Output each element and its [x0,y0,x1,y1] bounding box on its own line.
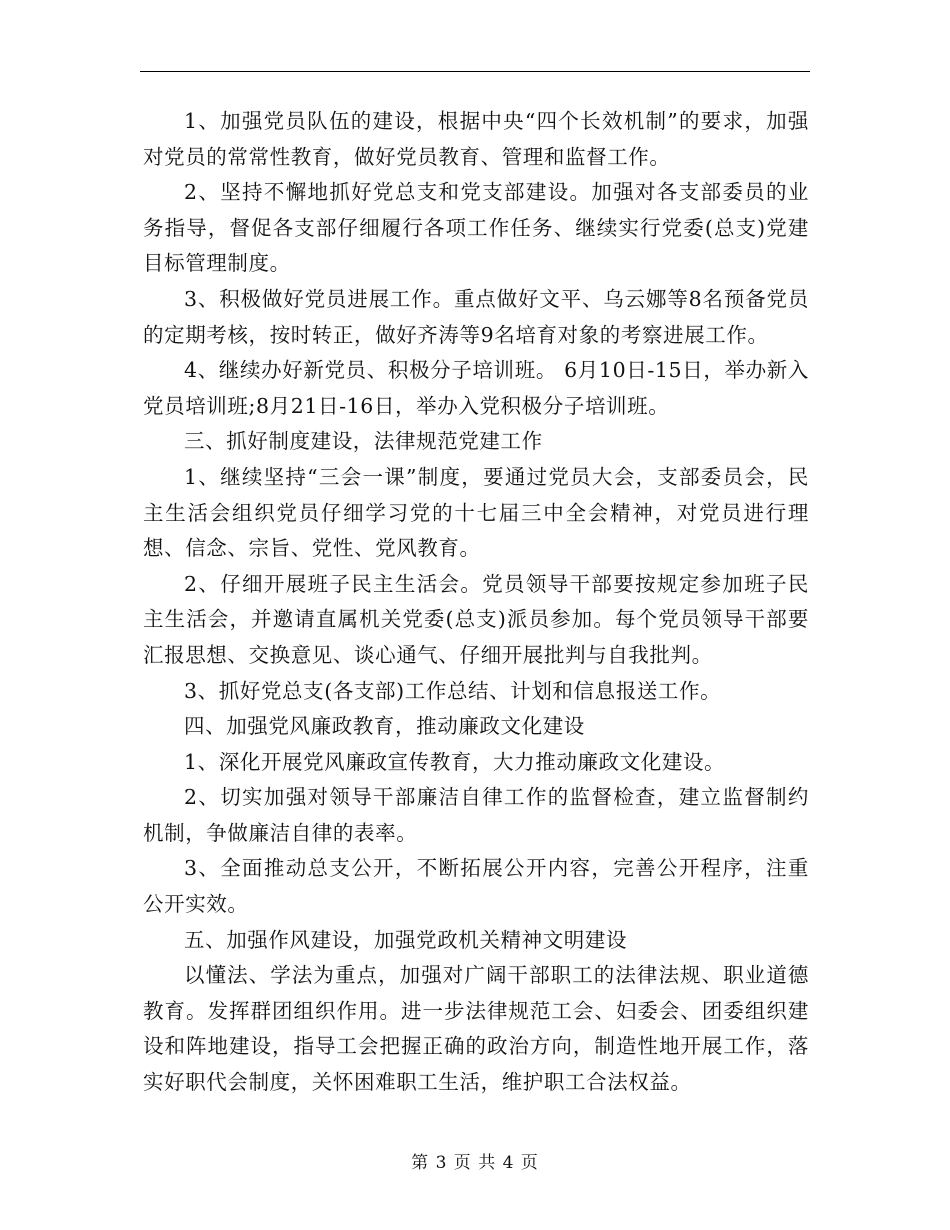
paragraph-item: 以懂法、学法为重点，加强对广阔干部职工的法律法规、职业道德教育。发挥群团组织作用。进一步法律规范工会、妇委会、团委组织建设和阵地建设，指导工会把握正确的政治方向，制造性地开展工作，落实好职代会制度，关怀困难职工生活，维护职工合法权益。 [143,963,809,1095]
paragraph-item: 3、全面推动总支公开，不断拓展公开内容，完善公开程序，注重公开实效。 [143,856,809,917]
document-body [143,104,809,1101]
paragraph-item: 1、深化开展党风廉政宣传教育，大力推动廉政文化建设。 [184,749,726,774]
paragraph-item: 2、仔细开展班子民主生活会。党员领导干部要按规定参加班子民主生活会，并邀请直属机关党委(总支)派员参加。每个党员领导干部要汇报思想、交换意见、谈心通气、仔细开展批判与自我批判。 [143,571,809,667]
section-heading: 四、加强党风廉政教育，推动廉政文化建设 [184,714,585,739]
section-heading: 五、加强作风建设，加强党政机关精神文明建设 [184,927,628,952]
paragraph-item: 2、切实加强对领导干部廉洁自律工作的监督检查，建立监督制约机制，争做廉洁自律的表率。 [143,785,809,845]
paragraph-item: 1、加强党员队伍的建设，根据中央“四个长效机制”的要求，加强对党员的常常性教育，做好党员教育、管理和监督工作。 [143,109,809,169]
paragraph-item: 3、抓好党总支(各支部)工作总结、计划和信息报送工作。 [184,678,722,703]
page-number-footer: 第 3 页 共 4 页 [411,1153,539,1173]
paragraph-item: 1、继续坚持“三会一课”制度，要通过党员大会，支部委员会，民主生活会组织党员仔细学习党的十七届三中全会精神，对党员进行理想、信念、宗旨、党性、党风教育。 [143,464,809,561]
section-heading: 三、抓好制度建设，法律规范党建工作 [184,429,543,454]
paragraph-item: 4、继续办好新党员、积极分子培训班。 6月10日-15日，举办新入党员培训班;8月21日-16日，举办入党积极分子培训班。 [143,358,809,418]
header-rule [140,71,810,72]
paragraph-item: 3、积极做好党员进展工作。重点做好文平、乌云娜等8名预备党员的定期考核，按时转正，做好齐涛等9名培育对象的考察进展工作。 [143,286,809,347]
paragraph-item: 2、坚持不懈地抓好党总支和党支部建设。加强对各支部委员的业务指导，督促各支部仔细履行各项工作任务、继续实行党委(总支)党建目标管理制度。 [143,180,809,276]
